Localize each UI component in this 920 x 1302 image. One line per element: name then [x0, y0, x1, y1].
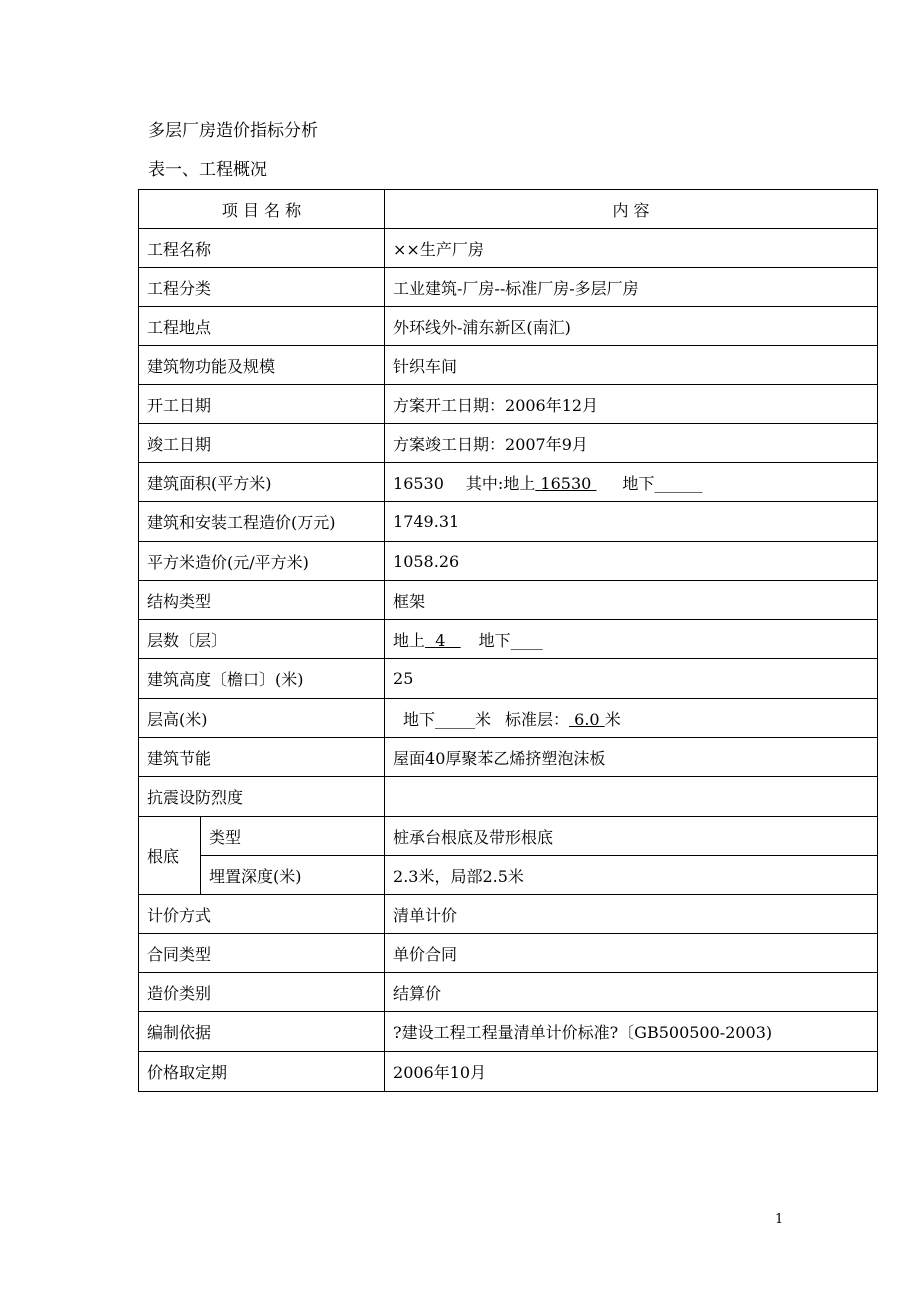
area-total: 16530	[393, 473, 444, 493]
row-label: 结构类型	[139, 581, 385, 620]
floors-above-number: 4	[435, 630, 446, 650]
row-value	[385, 620, 878, 659]
table-row	[139, 463, 878, 502]
height-below-value: _____	[435, 709, 476, 729]
table-row	[139, 542, 878, 581]
foundation-type-label: 类型	[201, 817, 385, 856]
area-above-prefix: 其中:地上	[465, 473, 536, 493]
area-below-prefix: 地下	[622, 473, 655, 493]
row-value: ?建设工程工程量清单计价标准?〔GB500500-2003)	[385, 1012, 878, 1052]
height-unit1: 米	[475, 709, 492, 729]
floors-below-prefix: 地下	[478, 630, 511, 650]
table-row	[139, 1052, 878, 1092]
row-label: 合同类型	[139, 934, 385, 973]
floors-below-value: ____	[510, 630, 543, 650]
row-value: 清单计价	[385, 895, 878, 934]
table-row	[139, 502, 878, 542]
table-row	[139, 699, 878, 738]
row-label: 价格取定期	[139, 1052, 385, 1092]
foundation-label: 根底	[139, 817, 201, 895]
area-above-value	[535, 474, 596, 493]
floors-above-value	[425, 631, 461, 650]
row-value: 2006年10月	[385, 1052, 878, 1092]
table-header-row	[139, 190, 878, 229]
foundation-type-value: 桩承台根底及带形根底	[385, 817, 878, 856]
row-label: 工程地点	[139, 307, 385, 346]
row-value: 结算价	[385, 973, 878, 1012]
row-label: 工程名称	[139, 229, 385, 268]
table-row	[139, 817, 878, 856]
table-caption: 表一、工程概况	[148, 160, 267, 180]
row-label: 造价类别	[139, 973, 385, 1012]
project-overview-table	[138, 189, 878, 1092]
row-value: 方案开工日期：2006年12月	[385, 385, 878, 424]
table-row	[139, 229, 878, 268]
table-row	[139, 856, 878, 895]
row-value	[385, 463, 878, 502]
row-label: 竣工日期	[139, 424, 385, 463]
row-label: 层高(米)	[139, 699, 385, 738]
row-label: 平方米造价(元/平方米)	[139, 542, 385, 581]
row-value: 1058.26	[385, 542, 878, 581]
document-title: 多层厂房造价指标分析	[148, 121, 318, 141]
area-below-value: ______	[654, 473, 703, 493]
table-row	[139, 659, 878, 699]
row-value: 针织车间	[385, 346, 878, 385]
row-label: 建筑物功能及规模	[139, 346, 385, 385]
header-content: 内 容	[385, 190, 878, 229]
foundation-depth-label: 埋置深度(米)	[201, 856, 385, 895]
row-value: 方案竣工日期：2007年9月	[385, 424, 878, 463]
row-label: 编制依据	[139, 1012, 385, 1052]
floors-above-prefix: 地上	[393, 630, 426, 650]
row-label: 建筑节能	[139, 738, 385, 777]
row-label: 层数〔层〕	[139, 620, 385, 659]
table-row	[139, 346, 878, 385]
page-number: 1	[775, 1212, 784, 1227]
table-row	[139, 777, 878, 817]
row-value	[385, 777, 878, 817]
table-row	[139, 738, 878, 777]
row-label: 建筑和安装工程造价(万元)	[139, 502, 385, 542]
height-standard-prefix: 标准层：	[505, 709, 570, 729]
table-row	[139, 895, 878, 934]
row-label: 建筑面积(平方米)	[139, 463, 385, 502]
row-value: 单价合同	[385, 934, 878, 973]
table-row	[139, 1012, 878, 1052]
table-row	[139, 385, 878, 424]
row-value: 外环线外-浦东新区(南汇)	[385, 307, 878, 346]
row-label: 计价方式	[139, 895, 385, 934]
row-value: 工业建筑-厂房--标准厂房-多层厂房	[385, 268, 878, 307]
row-label: 工程分类	[139, 268, 385, 307]
header-item: 项 目 名 称	[139, 190, 385, 229]
table-row	[139, 268, 878, 307]
area-above-number: 16530	[540, 473, 592, 493]
row-value	[385, 699, 878, 738]
height-standard-value	[569, 710, 605, 729]
row-value: 1749.31	[385, 502, 878, 542]
height-standard-number: 6.0	[574, 709, 600, 729]
table-row	[139, 307, 878, 346]
table-row	[139, 620, 878, 659]
row-value: ××生产厂房	[385, 229, 878, 268]
height-below-prefix: 地下	[403, 709, 436, 729]
table-row	[139, 934, 878, 973]
table-row	[139, 973, 878, 1012]
table-row	[139, 424, 878, 463]
row-label: 抗震设防烈度	[139, 777, 385, 817]
row-label: 开工日期	[139, 385, 385, 424]
row-value: 25	[385, 659, 878, 699]
row-value: 屋面40厚聚苯乙烯挤塑泡沫板	[385, 738, 878, 777]
table-row	[139, 581, 878, 620]
height-unit2: 米	[604, 709, 621, 729]
foundation-depth-value: 2.3米，局部2.5米	[385, 856, 878, 895]
row-value: 框架	[385, 581, 878, 620]
row-label: 建筑高度〔檐口〕(米)	[139, 659, 385, 699]
